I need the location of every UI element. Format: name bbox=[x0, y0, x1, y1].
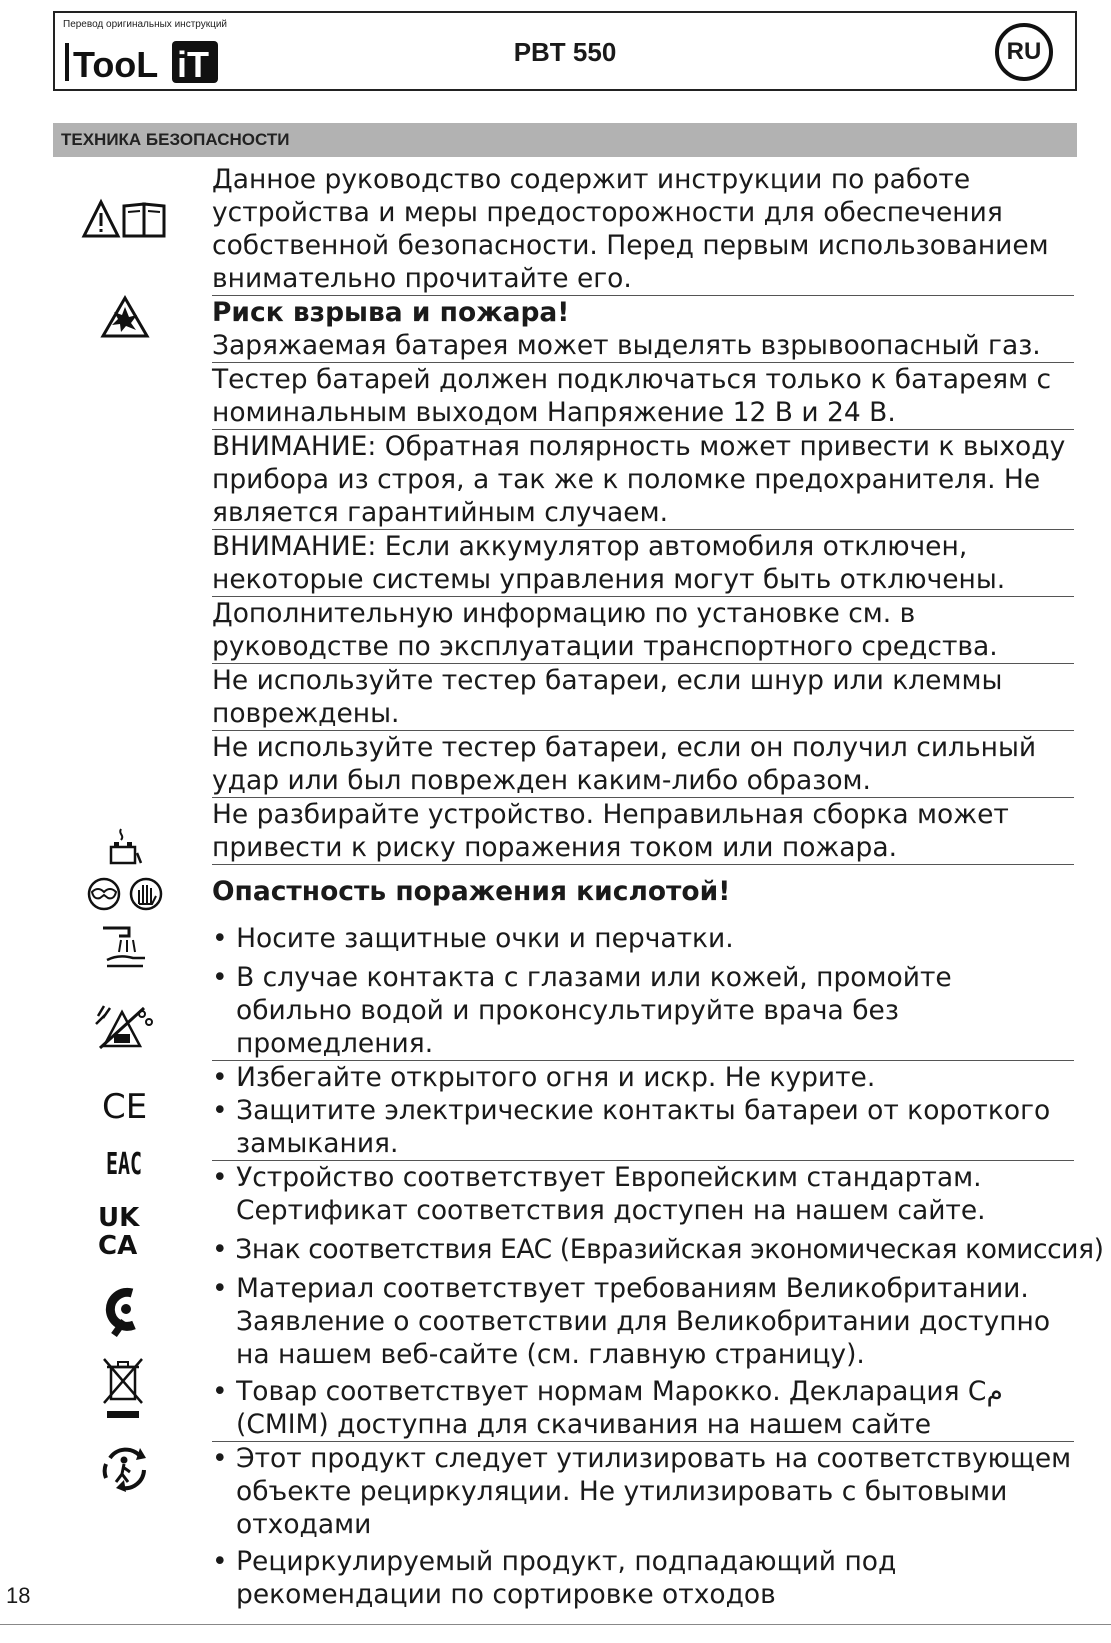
eac-mark-text: EAC bbox=[106, 1147, 142, 1182]
section-header bbox=[53, 123, 1077, 157]
row-cord bbox=[212, 664, 1074, 731]
info-text: Дополнительную информацию по установке см. в руководстве по эксплуатации транспортного средства. bbox=[212, 598, 998, 662]
rinse-with-water-icon bbox=[99, 922, 151, 974]
page-number: 18 bbox=[6, 1583, 31, 1608]
recycle-text: Рециркулируемый продукт, подпадающий под рекомендации по сортировке отходов bbox=[236, 1546, 897, 1610]
model-title: PBT 550 bbox=[513, 37, 617, 67]
row-fire bbox=[212, 1061, 1074, 1161]
acid-heading: Опастность поражения кислотой! bbox=[212, 876, 731, 907]
ukca-mark-bottom: CA bbox=[98, 1231, 138, 1261]
goggles-gloves-icon bbox=[86, 876, 166, 912]
list-item bbox=[212, 1272, 1074, 1371]
bullet: • bbox=[212, 1273, 228, 1304]
row-info bbox=[212, 597, 1074, 664]
short-circuit-text: Защитите электрические контакты батареи от короткого замыкания. bbox=[236, 1095, 1051, 1159]
contact-text: В случае контакта с глазами или кожей, промойте обильно водой и проконсультируйте врача без промедления. bbox=[236, 962, 952, 1059]
section-title: ТЕХНИКА БЕЗОПАСНОСТИ bbox=[61, 130, 290, 149]
intro-text: Данное руководство содержит инструкции по работе устройства и меры предосторожности для обеспечения собственной безопасности. Перед первым использованием внимательно прочитайте его. bbox=[212, 164, 1049, 294]
ukca-text: Материал соответствует требованиям Великобритании. Заявление о соответствии для Великобритании доступно на нашем веб-сайте (см. главную страницу). bbox=[236, 1273, 1051, 1370]
explosion-text: Заряжаемая батарея может выделять взрывоопасный газ. bbox=[212, 330, 1041, 361]
safety-content bbox=[212, 163, 1104, 1611]
row-explosion bbox=[212, 296, 1074, 363]
row-disassemble bbox=[212, 798, 1074, 865]
row-eac bbox=[212, 1233, 1104, 1272]
bullet: • bbox=[212, 1234, 228, 1265]
acid-battery-icon bbox=[105, 827, 145, 867]
list-item bbox=[212, 1375, 1074, 1441]
row-weee bbox=[212, 1442, 1074, 1545]
polarity-warning: ВНИМАНИЕ: Обратная полярность может привести к выходу прибора из строя, а так же к поломке предохранителя. Не является гарантийным случаем. bbox=[212, 431, 1066, 528]
explosion-warning-icon bbox=[100, 295, 150, 339]
bullet: • bbox=[212, 1443, 228, 1474]
language-badge: RU bbox=[995, 23, 1053, 81]
ce-mark-icon bbox=[100, 1086, 148, 1126]
bullet: • bbox=[212, 1062, 228, 1093]
weee-bin-icon bbox=[102, 1357, 144, 1421]
morocco-text: Товар соответствует нормам Марокко. Декларация Cم (CMIM) доступна для скачивания на нашем сайте bbox=[236, 1376, 1003, 1440]
row-polarity bbox=[212, 430, 1074, 530]
row-morocco bbox=[212, 1375, 1074, 1442]
cord-text: Не используйте тестер батареи, если шнур или клеммы повреждены. bbox=[212, 665, 1003, 729]
row-contact bbox=[212, 961, 1074, 1061]
bullet: • bbox=[212, 1095, 228, 1126]
recycle-sorting-icon bbox=[100, 1444, 150, 1494]
weee-text: Этот продукт следует утилизировать на соответствующем объекте рециркуляции. Не утилизировать с бытовыми отходами bbox=[236, 1443, 1072, 1540]
footer-divider bbox=[0, 1624, 1111, 1625]
row-impact bbox=[212, 731, 1074, 798]
list-item bbox=[212, 922, 1074, 955]
glasses-text: Носите защитные очки и перчатки. bbox=[236, 923, 734, 954]
disconnect-warning: ВНИМАНИЕ: Если аккумулятор автомобиля отключен, некоторые системы управления могут быть отключены. bbox=[212, 531, 1006, 595]
row-glasses bbox=[212, 918, 1074, 961]
row-disconnect bbox=[212, 530, 1074, 597]
row-intro bbox=[212, 163, 1074, 296]
row-voltage bbox=[212, 363, 1074, 430]
warning-manual-icon bbox=[82, 198, 168, 240]
bullet: • bbox=[212, 1376, 228, 1407]
row-recycle bbox=[212, 1545, 1074, 1611]
bullet: • bbox=[212, 1546, 228, 1577]
disassemble-text: Не разбирайте устройство. Неправильная сборка может привести к риску поражения током или пожара. bbox=[212, 799, 1009, 863]
ce-text: Устройство соответствует Европейским стандартам. Сертификат соответствия доступен на нашем сайте. bbox=[236, 1162, 986, 1226]
no-fire-no-smoking-icon bbox=[94, 1002, 154, 1052]
eac-mark-icon bbox=[106, 1140, 146, 1180]
bullet: • bbox=[212, 962, 228, 993]
ukca-mark-icon bbox=[98, 1200, 150, 1261]
list-item bbox=[212, 1061, 1074, 1094]
cmim-mark-icon bbox=[102, 1285, 146, 1339]
row-ukca bbox=[212, 1272, 1074, 1375]
voltage-text: Тестер батарей должен подключаться только к батареям с номинальным выходом Напряжение 12 В и 24 В. bbox=[212, 364, 1052, 428]
list-item bbox=[212, 1161, 1074, 1227]
bullet: • bbox=[212, 1162, 228, 1193]
eac-text: Знак соответствия EAC (Евразийская экономическая комиссия) bbox=[235, 1234, 1104, 1265]
explosion-heading: Риск взрыва и пожара! bbox=[212, 297, 570, 328]
fire-text: Избегайте открытого огня и искр. Не курите. bbox=[236, 1062, 876, 1093]
list-item bbox=[212, 1233, 1104, 1266]
row-acid-heading bbox=[212, 865, 1074, 918]
svg-text:TooL: TooL bbox=[73, 44, 159, 85]
impact-text: Не используйте тестер батареи, если он получил сильный удар или был поврежден каким-либо образом. bbox=[212, 732, 1037, 796]
ce-mark-text: CE bbox=[102, 1087, 148, 1127]
bullet: • bbox=[212, 923, 228, 954]
ukca-mark-top: UK bbox=[98, 1203, 140, 1233]
list-item bbox=[212, 1442, 1074, 1541]
header-subtitle: Перевод оригинальных инструкций bbox=[63, 19, 227, 30]
row-ce bbox=[212, 1161, 1074, 1233]
list-item bbox=[212, 1545, 1074, 1611]
svg-text:iT: iT bbox=[177, 44, 209, 85]
list-item bbox=[212, 961, 1074, 1060]
page-header bbox=[53, 11, 1077, 91]
list-item bbox=[212, 1094, 1074, 1160]
